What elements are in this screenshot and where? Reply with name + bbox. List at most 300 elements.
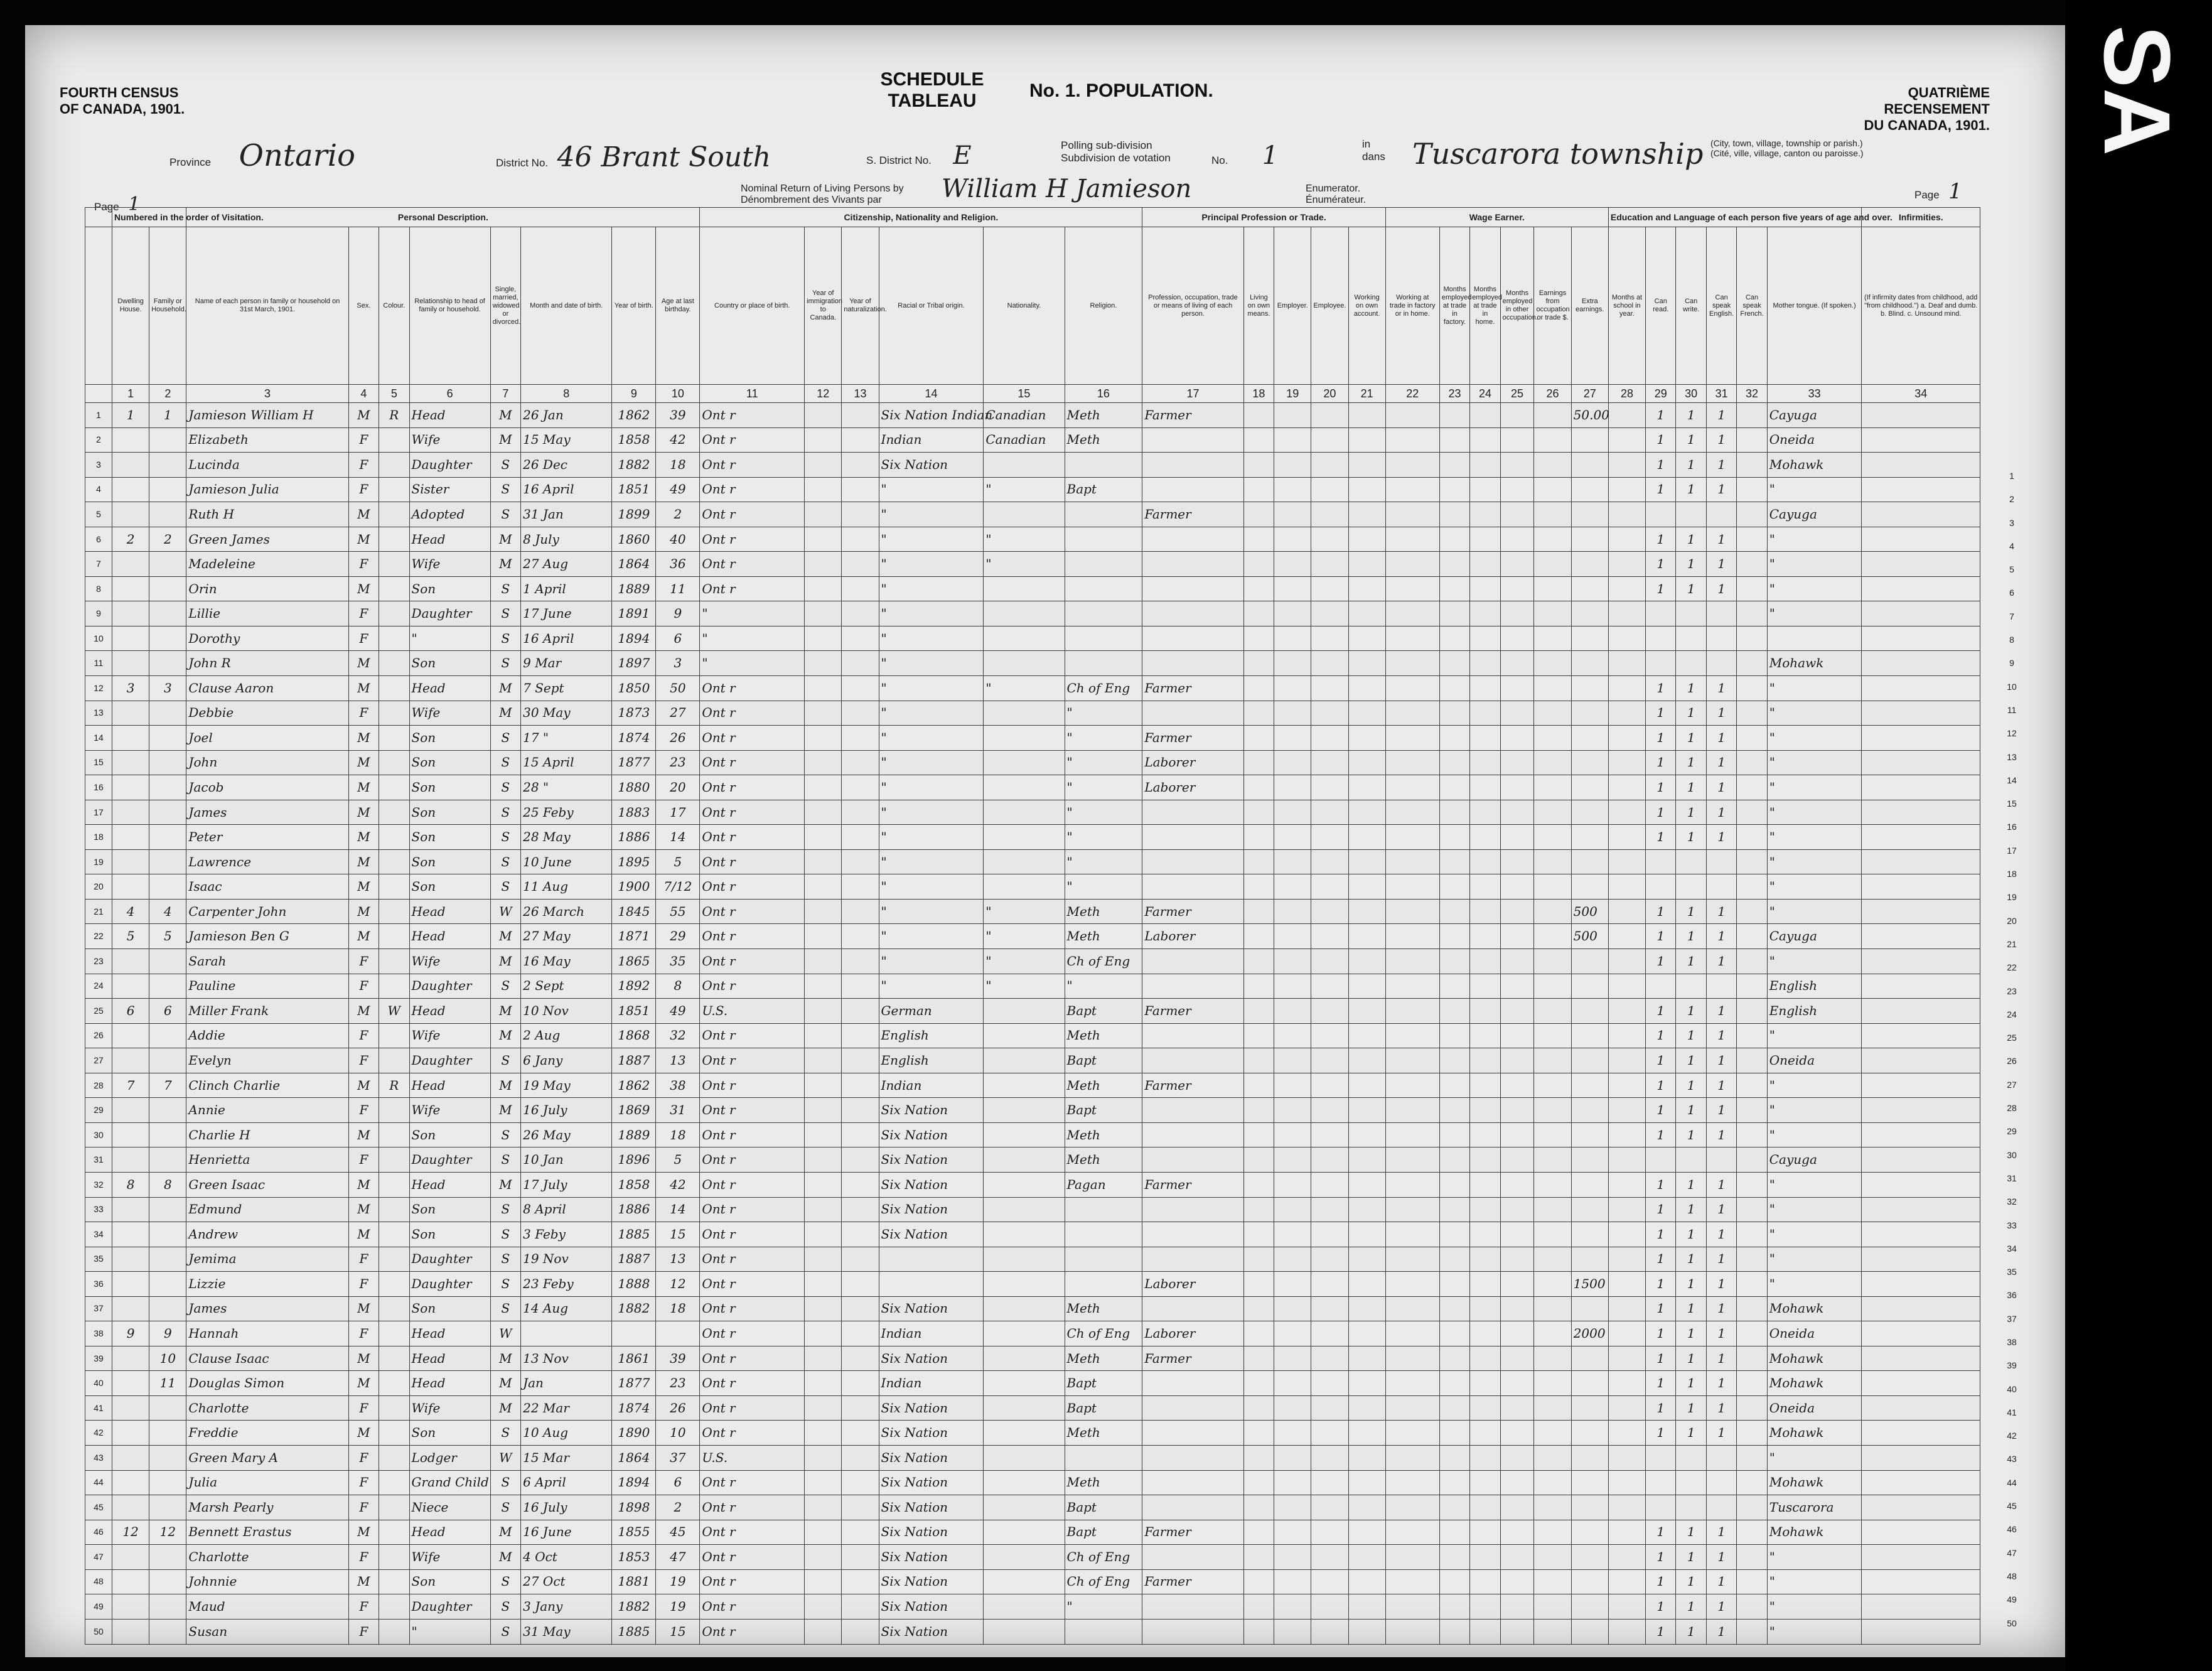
cell-e	[1706, 502, 1736, 527]
census-row	[85, 502, 1980, 527]
cell-empty	[1608, 800, 1645, 825]
cell-name: Douglas Simon	[186, 1371, 348, 1396]
line-number: 8	[85, 576, 112, 601]
cell-e	[1706, 849, 1736, 874]
group-visitation: Numbered in the order of Visitation.	[112, 208, 186, 227]
cell-nat	[984, 1098, 1065, 1123]
cell-h: 5	[112, 924, 149, 949]
cell-empty	[1385, 1197, 1439, 1222]
cell-empty	[1470, 1122, 1500, 1147]
right-census-title: QUATRIÈME RECENSEMENT DU CANADA, 1901.	[1864, 85, 1990, 133]
cell-empty	[1385, 775, 1439, 800]
cell-empty	[842, 775, 879, 800]
cell-name: Lawrence	[186, 849, 348, 874]
cell-empty	[805, 1098, 842, 1123]
cell-tongue: "	[1767, 1594, 1862, 1620]
polling-label: Polling sub-division Subdivision de votation	[1061, 139, 1171, 164]
cell-occ	[1142, 453, 1243, 478]
cell-empty	[842, 1247, 879, 1272]
cell-empty	[1274, 1321, 1311, 1346]
column-number: 33	[1767, 385, 1862, 403]
cell-tongue: Mohawk	[1767, 1371, 1862, 1396]
cell-empty	[1500, 874, 1534, 900]
cell-rel: Head	[409, 1346, 490, 1371]
cell-empty	[1385, 1495, 1439, 1520]
line-number: 1	[85, 403, 112, 428]
cell-md: 17 "	[521, 726, 612, 751]
cell-nat	[984, 726, 1065, 751]
cell-empty	[1274, 1048, 1311, 1073]
cell-yr: 1864	[612, 552, 656, 577]
cell-empty	[805, 1520, 842, 1545]
cell-empty	[1862, 800, 1980, 825]
cell-e27	[1571, 949, 1608, 974]
cell-empty	[805, 974, 842, 999]
cell-nat	[984, 1197, 1065, 1222]
census-row	[85, 427, 1980, 453]
cell-empty	[1385, 1122, 1439, 1147]
cell-e27	[1571, 726, 1608, 751]
cell-md: 19 May	[521, 1073, 612, 1098]
cell-empty	[1500, 1619, 1534, 1644]
cell-empty	[1737, 874, 1767, 900]
cell-e	[1706, 1445, 1736, 1470]
cell-md	[521, 1321, 612, 1346]
cell-age: 50	[656, 676, 700, 701]
cell-empty	[1243, 403, 1274, 428]
cell-h	[112, 949, 149, 974]
cell-empty	[1500, 1073, 1534, 1098]
cell-e27	[1571, 874, 1608, 900]
cell-r: 1	[1646, 1545, 1676, 1570]
cell-yr: 1862	[612, 403, 656, 428]
cell-f	[149, 1023, 186, 1048]
cell-md: 15 May	[521, 427, 612, 453]
cell-e27	[1571, 1023, 1608, 1048]
cell-h: 9	[112, 1321, 149, 1346]
cell-empty	[1385, 477, 1439, 502]
census-row	[85, 1098, 1980, 1123]
cell-empty	[1534, 1272, 1571, 1297]
cell-empty	[1439, 1048, 1469, 1073]
cell-empty	[1348, 1073, 1385, 1098]
cell-empty	[842, 1470, 879, 1495]
cell-e27	[1571, 1445, 1608, 1470]
cell-tongue: Mohawk	[1767, 651, 1862, 676]
cell-pob: Ont r	[700, 949, 805, 974]
cell-rac: Six Nation	[879, 1594, 984, 1620]
cell-empty	[1608, 899, 1645, 924]
cell-col	[379, 1272, 409, 1297]
column-description: Month and date of birth.	[521, 227, 612, 385]
cell-empty	[1470, 427, 1500, 453]
right-line-number: 45	[2007, 1501, 2017, 1512]
cell-empty	[1470, 1048, 1500, 1073]
column-number: 15	[984, 385, 1065, 403]
line-number: 50	[85, 1619, 112, 1644]
cell-name: Sarah	[186, 949, 348, 974]
cell-col	[379, 825, 409, 850]
cell-st: M	[490, 949, 520, 974]
cell-e: 1	[1706, 1172, 1736, 1197]
cell-empty	[1534, 502, 1571, 527]
cell-nat	[984, 1172, 1065, 1197]
cell-empty	[1274, 1147, 1311, 1173]
cell-md: 27 Oct	[521, 1569, 612, 1594]
cell-empty	[1385, 651, 1439, 676]
cell-h	[112, 1098, 149, 1123]
cell-pob: Ont r	[700, 576, 805, 601]
cell-md: 16 July	[521, 1098, 612, 1123]
cell-tongue: "	[1767, 1619, 1862, 1644]
column-number: 29	[1646, 385, 1676, 403]
cell-tongue: "	[1767, 701, 1862, 726]
census-row	[85, 949, 1980, 974]
right-line-number: 8	[2009, 635, 2014, 645]
line-number: 34	[85, 1222, 112, 1247]
cell-rel: Head	[409, 403, 490, 428]
cell-nat: Canadian	[984, 427, 1065, 453]
cell-md: 22 Mar	[521, 1395, 612, 1421]
cell-empty	[1348, 1321, 1385, 1346]
cell-rac: Six Nation	[879, 1470, 984, 1495]
cell-rac: "	[879, 477, 984, 502]
cell-empty	[1737, 775, 1767, 800]
cell-empty	[1439, 1594, 1469, 1620]
cell-rel16: Meth	[1065, 1147, 1142, 1173]
cell-rel16: Meth	[1065, 1122, 1142, 1147]
cell-w: 1	[1676, 1172, 1706, 1197]
cell-rel: Son	[409, 1222, 490, 1247]
census-row	[85, 1520, 1980, 1545]
cell-empty	[1608, 775, 1645, 800]
cell-rac: "	[879, 874, 984, 900]
cell-e: 1	[1706, 1272, 1736, 1297]
cell-empty	[1608, 1048, 1645, 1073]
cell-empty	[1608, 1445, 1645, 1470]
cell-empty	[1311, 825, 1348, 850]
cell-empty	[1534, 626, 1571, 651]
cell-empty	[1274, 1619, 1311, 1644]
cell-f	[149, 1247, 186, 1272]
cell-empty	[1500, 1445, 1534, 1470]
cell-empty	[1862, 726, 1980, 751]
cell-empty	[1385, 999, 1439, 1024]
cell-rac: "	[879, 651, 984, 676]
cell-empty	[1348, 1445, 1385, 1470]
cell-empty	[1470, 1594, 1500, 1620]
cell-col	[379, 477, 409, 502]
cell-empty	[1737, 676, 1767, 701]
cell-r: 1	[1646, 825, 1676, 850]
cell-e27	[1571, 1495, 1608, 1520]
cell-empty	[1737, 453, 1767, 478]
cell-sex: M	[348, 726, 379, 751]
cell-rel16	[1065, 601, 1142, 626]
cell-tongue: "	[1767, 601, 1862, 626]
cell-age	[656, 1321, 700, 1346]
cell-st: M	[490, 1346, 520, 1371]
cell-empty	[1311, 1272, 1348, 1297]
cell-st: S	[490, 1495, 520, 1520]
cell-empty	[1500, 849, 1534, 874]
cell-e: 1	[1706, 1197, 1736, 1222]
cell-pob: Ont r	[700, 1520, 805, 1545]
cell-age: 6	[656, 1470, 700, 1495]
cell-r: 1	[1646, 552, 1676, 577]
cell-empty	[1439, 1247, 1469, 1272]
cell-empty	[1385, 1346, 1439, 1371]
column-description: Earnings from occupation or trade $.	[1534, 227, 1571, 385]
cell-md: 26 March	[521, 899, 612, 924]
cell-empty	[842, 1545, 879, 1570]
film-edge	[2065, 0, 2212, 1671]
cell-occ: Farmer	[1142, 403, 1243, 428]
cell-empty	[1470, 1520, 1500, 1545]
cell-empty	[1243, 1098, 1274, 1123]
cell-empty	[1470, 1147, 1500, 1173]
cell-empty	[1608, 477, 1645, 502]
cell-empty	[1385, 427, 1439, 453]
right-line-number: 22	[2007, 962, 2017, 973]
cell-rel16	[1065, 1247, 1142, 1272]
right-line-number: 36	[2007, 1290, 2017, 1301]
cell-empty	[805, 1346, 842, 1371]
cell-tongue: "	[1767, 1247, 1862, 1272]
cell-pob: Ont r	[700, 453, 805, 478]
cell-pob: Ont r	[700, 1098, 805, 1123]
cell-sex: F	[348, 1272, 379, 1297]
line-number: 14	[85, 726, 112, 751]
cell-yr	[612, 1321, 656, 1346]
cell-empty	[1439, 1395, 1469, 1421]
cell-f: 1	[149, 403, 186, 428]
cell-rel16: Meth	[1065, 1296, 1142, 1321]
cell-empty	[1385, 1321, 1439, 1346]
cell-empty	[1243, 1495, 1274, 1520]
cell-nat	[984, 1048, 1065, 1073]
line-number: 18	[85, 825, 112, 850]
cell-md: 27 May	[521, 924, 612, 949]
cell-col	[379, 726, 409, 751]
census-row	[85, 999, 1980, 1024]
cell-rel: Son	[409, 1296, 490, 1321]
line-number: 6	[85, 527, 112, 552]
cell-empty	[842, 999, 879, 1024]
cell-w: 1	[1676, 1346, 1706, 1371]
cell-md: 10 June	[521, 849, 612, 874]
cell-col	[379, 1098, 409, 1123]
cell-md: 3 Jany	[521, 1594, 612, 1620]
right-line-number: 42	[2007, 1431, 2017, 1441]
cell-empty	[1500, 1247, 1534, 1272]
cell-empty	[1348, 750, 1385, 775]
column-number: 22	[1385, 385, 1439, 403]
cell-empty	[1534, 1172, 1571, 1197]
enumerator-label: Enumerator. Énumérateur.	[1306, 183, 1366, 205]
cell-tongue: "	[1767, 1545, 1862, 1570]
cell-empty	[1608, 1619, 1645, 1644]
column-number: 2	[149, 385, 186, 403]
cell-name: Elizabeth	[186, 427, 348, 453]
cell-empty	[1274, 1197, 1311, 1222]
cell-empty	[1348, 1098, 1385, 1123]
cell-empty	[1439, 1023, 1469, 1048]
cell-age: 15	[656, 1222, 700, 1247]
cell-name: Annie	[186, 1098, 348, 1123]
cell-empty	[1243, 427, 1274, 453]
cell-rac: "	[879, 750, 984, 775]
right-line-number: 9	[2009, 658, 2014, 669]
cell-rel16: "	[1065, 726, 1142, 751]
cell-nat	[984, 1470, 1065, 1495]
cell-empty	[842, 1296, 879, 1321]
census-row	[85, 1023, 1980, 1048]
cell-nat	[984, 1222, 1065, 1247]
cell-empty	[1500, 1395, 1534, 1421]
cell-empty	[1500, 974, 1534, 999]
line-number: 21	[85, 899, 112, 924]
cell-name: Lucinda	[186, 453, 348, 478]
cell-e27	[1571, 825, 1608, 850]
cell-r: 1	[1646, 775, 1676, 800]
cell-name: Jamieson Ben G	[186, 924, 348, 949]
cell-e27	[1571, 1594, 1608, 1620]
cell-name: Charlotte	[186, 1395, 348, 1421]
cell-name: John	[186, 750, 348, 775]
right-line-number: 11	[2007, 704, 2017, 715]
cell-empty	[805, 999, 842, 1024]
cell-empty	[1274, 750, 1311, 775]
census-row	[85, 1495, 1980, 1520]
cell-r: 1	[1646, 1421, 1676, 1446]
cell-col	[379, 800, 409, 825]
cell-rel: Head	[409, 899, 490, 924]
cell-name: Pauline	[186, 974, 348, 999]
census-row	[85, 825, 1980, 850]
cell-empty	[1608, 1421, 1645, 1446]
cell-r: 1	[1646, 1122, 1676, 1147]
cell-empty	[1737, 1594, 1767, 1620]
cell-f	[149, 1147, 186, 1173]
cell-yr: 1865	[612, 949, 656, 974]
cell-empty	[1470, 924, 1500, 949]
cell-empty	[1243, 1445, 1274, 1470]
cell-empty	[1385, 1619, 1439, 1644]
cell-empty	[805, 403, 842, 428]
cell-sex: M	[348, 1346, 379, 1371]
cell-e: 1	[1706, 1619, 1736, 1644]
cell-empty	[1862, 1197, 1980, 1222]
cell-h	[112, 1122, 149, 1147]
cell-empty	[1311, 651, 1348, 676]
cell-w: 1	[1676, 576, 1706, 601]
cell-r: 1	[1646, 576, 1676, 601]
cell-sex: F	[348, 1619, 379, 1644]
cell-md: 17 July	[521, 1172, 612, 1197]
cell-empty	[1243, 1023, 1274, 1048]
cell-f	[149, 453, 186, 478]
cell-empty	[1608, 1520, 1645, 1545]
cell-nat	[984, 1346, 1065, 1371]
cell-md: 25 Feby	[521, 800, 612, 825]
cell-col	[379, 1445, 409, 1470]
cell-age: 9	[656, 601, 700, 626]
cell-sex: M	[348, 676, 379, 701]
cell-empty	[1243, 1172, 1274, 1197]
cell-empty	[1737, 924, 1767, 949]
cell-empty	[1311, 1445, 1348, 1470]
cell-rel16: Bapt	[1065, 477, 1142, 502]
cell-rac: Six Nation	[879, 1172, 984, 1197]
cell-rel16	[1065, 1272, 1142, 1297]
right-line-number: 29	[2007, 1126, 2017, 1137]
cell-rac: Six Nation	[879, 1619, 984, 1644]
cell-col	[379, 874, 409, 900]
cell-rac: Six Nation Indian	[879, 403, 984, 428]
cell-empty	[1737, 726, 1767, 751]
cell-f	[149, 477, 186, 502]
cell-sex: F	[348, 427, 379, 453]
cell-r: 1	[1646, 1371, 1676, 1396]
cell-empty	[1439, 1569, 1469, 1594]
cell-sex: F	[348, 1321, 379, 1346]
cell-h	[112, 800, 149, 825]
cell-name: Carpenter John	[186, 899, 348, 924]
cell-empty	[1274, 1296, 1311, 1321]
cell-empty	[1737, 403, 1767, 428]
cell-rel: Daughter	[409, 453, 490, 478]
cell-empty	[1534, 1569, 1571, 1594]
cell-rac: Indian	[879, 1371, 984, 1396]
cell-w: 1	[1676, 1321, 1706, 1346]
cell-empty	[1862, 849, 1980, 874]
cell-pob: Ont r	[700, 849, 805, 874]
cell-empty	[1737, 427, 1767, 453]
cell-empty	[1243, 1147, 1274, 1173]
cell-rel: Head	[409, 1520, 490, 1545]
cell-nat	[984, 1569, 1065, 1594]
cell-w: 1	[1676, 800, 1706, 825]
right-line-number: 40	[2007, 1384, 2017, 1394]
cell-empty	[1862, 1495, 1980, 1520]
cell-empty	[1500, 1470, 1534, 1495]
cell-sex: F	[348, 1594, 379, 1620]
cell-e27	[1571, 651, 1608, 676]
cell-empty	[1470, 750, 1500, 775]
cell-tongue: Mohawk	[1767, 1296, 1862, 1321]
cell-pob: Ont r	[700, 1371, 805, 1396]
cell-md: 4 Oct	[521, 1545, 612, 1570]
cell-occ	[1142, 576, 1243, 601]
schedule-label: SCHEDULE TABLEAU	[880, 69, 984, 111]
column-description: Religion.	[1065, 227, 1142, 385]
cell-e: 1	[1706, 527, 1736, 552]
cell-w: 1	[1676, 1421, 1706, 1446]
cell-age: 11	[656, 576, 700, 601]
line-number: 36	[85, 1272, 112, 1297]
cell-e27: 1500	[1571, 1272, 1608, 1297]
cell-f	[149, 726, 186, 751]
cell-empty	[805, 1321, 842, 1346]
cell-sex: F	[348, 1445, 379, 1470]
cell-age: 31	[656, 1098, 700, 1123]
cell-r: 1	[1646, 1520, 1676, 1545]
cell-empty	[1500, 676, 1534, 701]
cell-empty	[1737, 1520, 1767, 1545]
cell-nat	[984, 1395, 1065, 1421]
cell-e	[1706, 651, 1736, 676]
